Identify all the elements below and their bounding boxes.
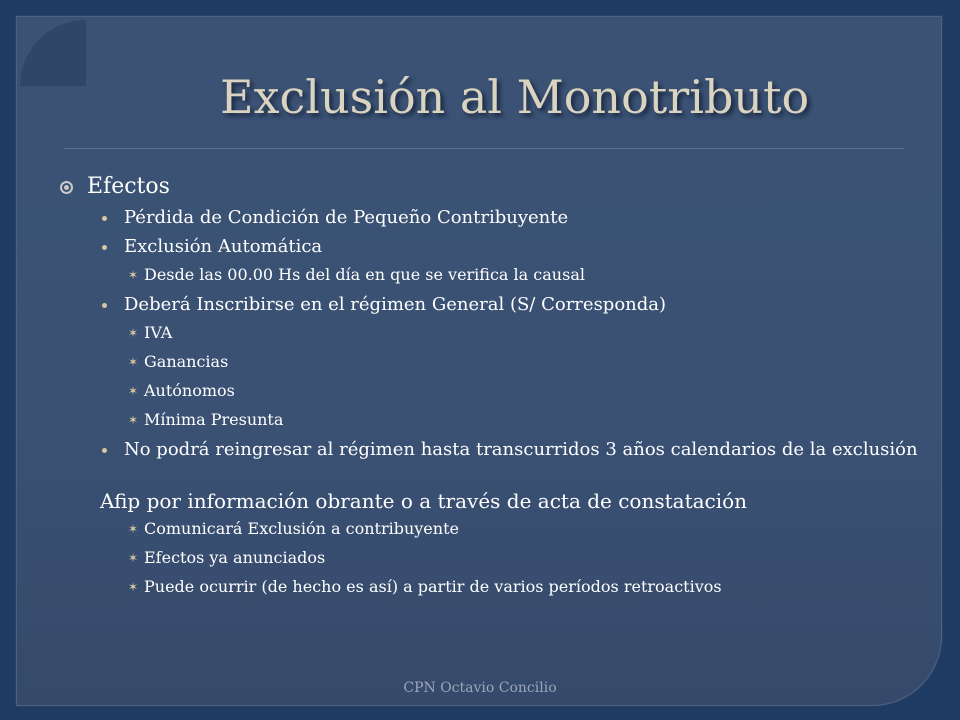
dot-bullet-icon bbox=[102, 216, 107, 221]
sub-list-item bbox=[60, 265, 920, 285]
star-bullet-icon: ✶ bbox=[128, 268, 139, 282]
sub-list-item-text: Autónomos bbox=[144, 381, 235, 400]
slide-title: Exclusión al Monotributo bbox=[220, 70, 810, 124]
sub-list-item-text: Puede ocurrir (de hecho es así) a partir de varios períodos retroactivos bbox=[144, 577, 722, 596]
sub-list-item-text: IVA bbox=[144, 323, 173, 342]
list-item bbox=[60, 236, 920, 258]
slide-content bbox=[60, 174, 920, 606]
dot-bullet-icon bbox=[102, 448, 107, 453]
title-divider bbox=[64, 148, 904, 149]
heading-efectos bbox=[60, 174, 920, 199]
sub-list-item-text: Comunicará Exclusión a contribuyente bbox=[144, 519, 459, 538]
sub-list-item-text: Desde las 00.00 Hs del día en que se verifica la causal bbox=[144, 265, 585, 284]
sub-list-item bbox=[60, 381, 920, 401]
sub-list-item-text: Mínima Presunta bbox=[144, 410, 284, 429]
star-bullet-icon: ✶ bbox=[128, 413, 139, 427]
slide-footer: CPN Octavio Concilio bbox=[403, 680, 557, 696]
sub-list-item-text: Efectos ya anunciados bbox=[144, 548, 326, 567]
list-item bbox=[60, 439, 920, 461]
sub-list-item bbox=[60, 577, 920, 597]
sub-list-item bbox=[60, 410, 920, 430]
list-item bbox=[60, 294, 920, 316]
sub-list-item-text: Ganancias bbox=[144, 352, 229, 371]
heading-text: Efectos bbox=[87, 174, 170, 199]
star-bullet-icon: ✶ bbox=[128, 522, 139, 536]
dot-bullet-icon bbox=[102, 303, 107, 308]
sub-list-item bbox=[60, 323, 920, 343]
star-bullet-icon: ✶ bbox=[128, 384, 139, 398]
star-bullet-icon: ✶ bbox=[128, 355, 139, 369]
list-item-text: Pérdida de Condición de Pequeño Contribuyente bbox=[124, 207, 569, 228]
list-item bbox=[60, 207, 920, 229]
star-bullet-icon: ✶ bbox=[128, 551, 139, 565]
sub-list-item bbox=[60, 548, 920, 568]
list-item-text: Exclusión Automática bbox=[124, 236, 323, 257]
afip-line: Afip por información obrante o a través de acta de constatación bbox=[100, 489, 748, 513]
list-item-text: No podrá reingresar al régimen hasta transcurridos 3 años calendarios de la exclusión bbox=[124, 439, 918, 460]
circle-bullet-icon bbox=[60, 181, 73, 194]
star-bullet-icon: ✶ bbox=[128, 326, 139, 340]
star-bullet-icon: ✶ bbox=[128, 580, 139, 594]
sub-list-item bbox=[60, 519, 920, 539]
sub-list-item bbox=[60, 352, 920, 372]
list-item-text: Deberá Inscribirse en el régimen General (S/ Corresponda) bbox=[124, 294, 667, 315]
dot-bullet-icon bbox=[102, 245, 107, 250]
